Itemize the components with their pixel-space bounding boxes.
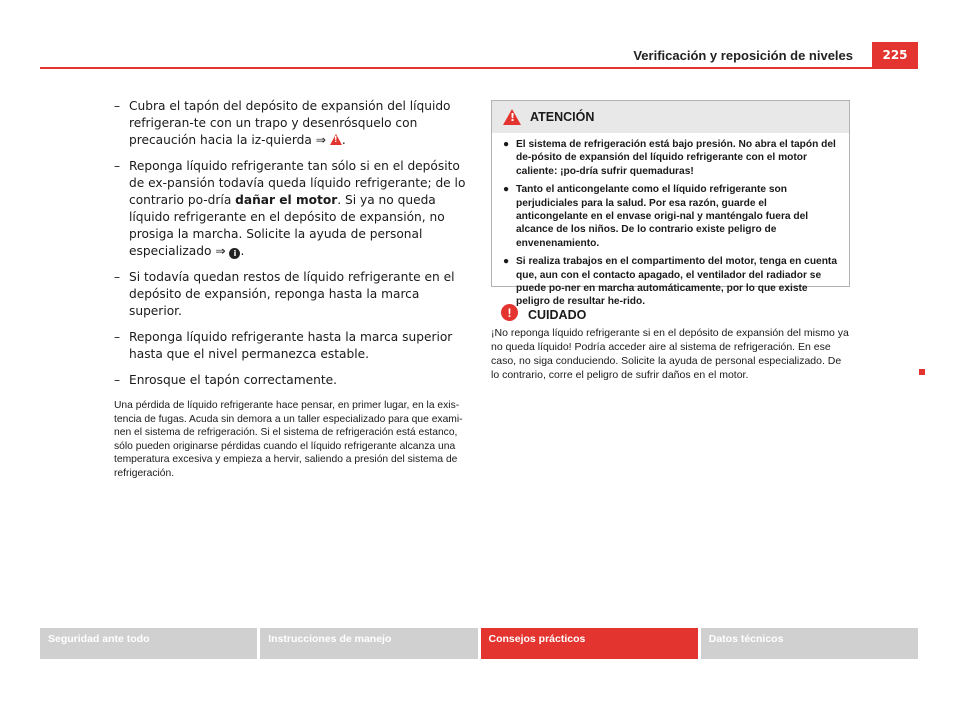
- step-item: [114, 372, 470, 389]
- page-number: 225: [872, 42, 918, 68]
- warning-item: [502, 138, 841, 178]
- bullet-icon: ●: [503, 256, 510, 268]
- caution-section: [491, 303, 851, 382]
- left-column: [114, 98, 470, 480]
- step-item: [114, 329, 470, 363]
- warning-item: [502, 183, 841, 250]
- warning-header: [492, 101, 849, 133]
- tab-consejos[interactable]: Consejos prácticos: [481, 628, 698, 659]
- info-circle-icon[interactable]: i: [229, 248, 240, 259]
- header-rule: [40, 67, 918, 69]
- step-text: Cubra el tapón del depósito de expansión del líquido refrigeran-te con un trapo y desenrósquelo con precaución hacia la iz-quierda ⇒: [129, 99, 451, 147]
- warning-item: [502, 255, 841, 309]
- step-text: Si todavía quedan restos de líquido refrigerante en el depósito de expansión, reponga hasta la marca superior.: [129, 270, 455, 318]
- step-text-post: . Si ya no queda líquido refrigerante en el depósito de expansión, no prosiga la marcha. Solicite la ayuda de personal especializado ⇒: [129, 193, 445, 258]
- step-dash: –: [114, 159, 121, 173]
- note-paragraph: Una pérdida de líquido refrigerante hace pensar, en primer lugar, en la exis-tencia de fugas. Acuda sin demora a un taller especializado para que exami-nen el sistema de refrigeración. Si el sistema de refrigeración está estanco, sólo pueden originarse pérdidas cuando el líquido refrigerante alcanza una temperatura excesiva y empieza a hervir, saliendo a presión del sistema de refrigeración.: [114, 400, 463, 479]
- step-item: [114, 158, 470, 260]
- page-title: Verificación y reposición de niveles: [633, 48, 853, 63]
- warning-box: [491, 100, 850, 308]
- tab-datos[interactable]: Datos técnicos: [701, 628, 918, 659]
- footer-tabs: [40, 628, 918, 659]
- tab-seguridad[interactable]: Seguridad ante todo: [40, 628, 257, 659]
- warning-item-text: El sistema de refrigeración está bajo presión. No abra el tapón del de-pósito de expansión del líquido refrigerante con el motor caliente: ¡po-dría sufrir quemaduras!: [516, 139, 836, 177]
- warning-triangle-icon[interactable]: [330, 134, 342, 145]
- step-item: [114, 98, 470, 149]
- step-text-pre: Reponga líquido refrigerante tan sólo si en el depósito de ex-pansión todavía queda líquido refrigerante; de lo contrario po-dría: [129, 159, 466, 207]
- step-text: Enrosque el tapón correctamente.: [129, 373, 337, 387]
- step-text: Reponga líquido refrigerante hasta la marca superior hasta que el nivel permanezca estable.: [129, 330, 453, 361]
- caution-circle-icon: !: [501, 304, 518, 321]
- step-dash: –: [114, 99, 121, 113]
- bullet-icon: ●: [503, 139, 510, 150]
- step-text-bold: dañar el motor: [235, 193, 338, 207]
- warning-body: [492, 133, 849, 309]
- caution-title: CUIDADO: [528, 308, 587, 322]
- step-dash: –: [114, 330, 121, 344]
- bullet-icon: ●: [503, 184, 510, 196]
- tab-instrucciones[interactable]: Instrucciones de manejo: [260, 628, 477, 659]
- warning-item-text: Tanto el anticongelante como el líquido refrigerante son perjudiciales para la salud. Por esa razón, guarde el anticongelante en el envase origi-nal y manténgalo fuera del alcance de los niños. De lo contrario existe peligro de envenenamiento.: [516, 184, 809, 249]
- step-suffix: .: [240, 244, 245, 258]
- step-dash: –: [114, 373, 121, 387]
- step-item: [114, 269, 470, 320]
- step-suffix: .: [341, 133, 346, 147]
- warning-triangle-icon: [503, 109, 521, 125]
- caution-text: ¡No reponga líquido refrigerante si en el depósito de expansión del mismo ya no queda líquido! Podría acceder aire al sistema de refrigeración. En ese caso, no siga conduciendo. Solicite la ayuda de personal especializado. De lo contrario, corre el peligro de sufrir daños en el motor.: [491, 327, 849, 381]
- step-dash: –: [114, 270, 121, 284]
- warning-item-text: Si realiza trabajos en el compartimento del motor, tenga en cuenta que, aun con el contacto apagado, el ventilador del radiador se puede po-ner en marcha automáticamente, por lo que existe peligro de resultar he-rido.: [516, 256, 837, 308]
- warning-title: ATENCIÓN: [530, 110, 595, 124]
- section-end-marker: [919, 369, 925, 375]
- caution-header: [501, 303, 851, 322]
